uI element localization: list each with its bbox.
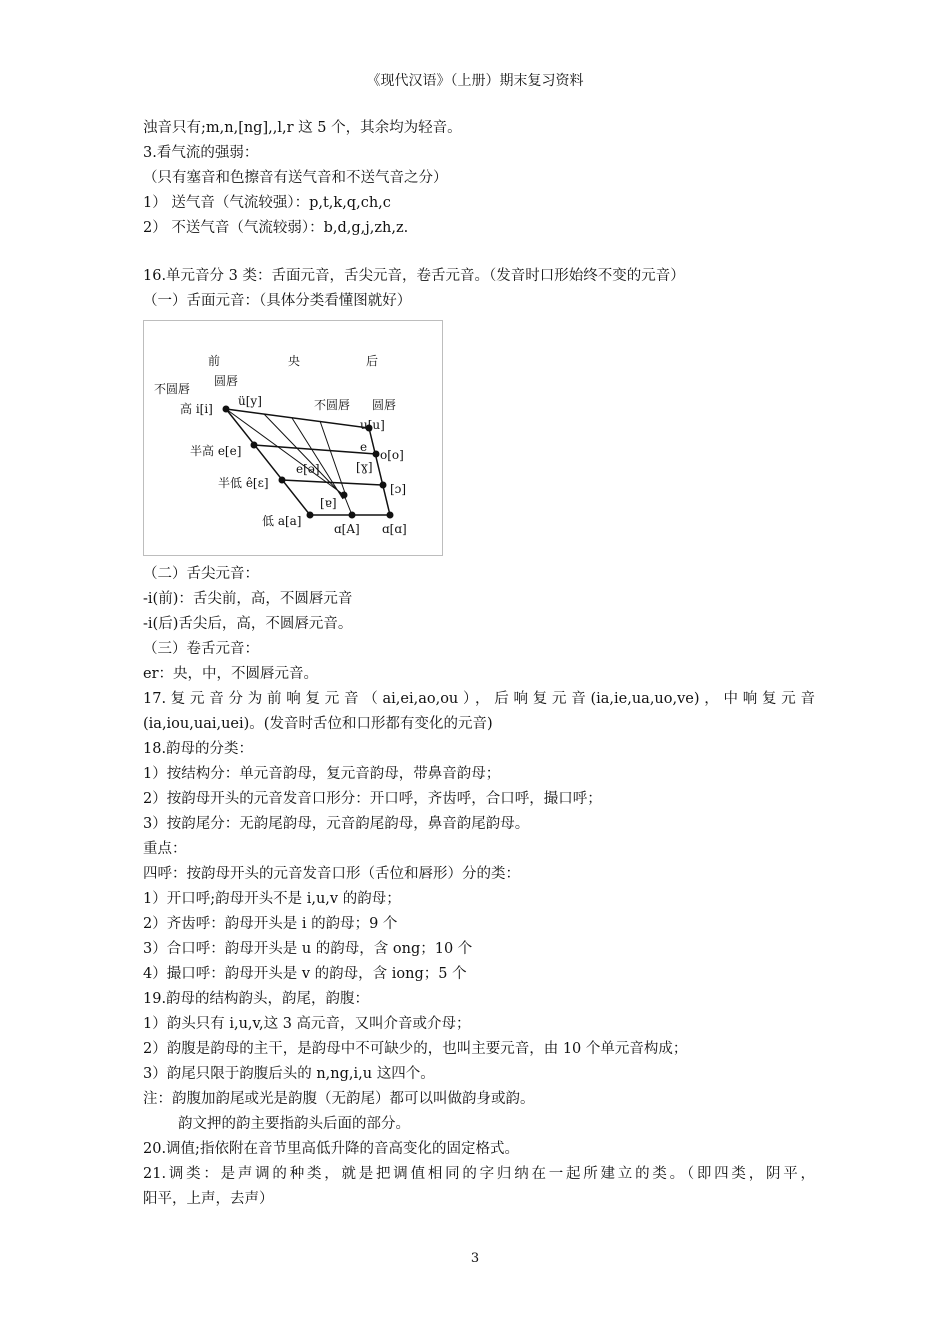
text-line: 1）按结构分：单元音韵母，复元音韵母，带鼻音韵母； xyxy=(143,766,501,782)
text-line: （二）舌尖元音： xyxy=(143,566,259,582)
blank-line xyxy=(143,241,815,264)
vowel-point-schwa xyxy=(341,492,348,499)
label-e-gamma: e xyxy=(360,440,368,454)
label-open-o: [ɔ] xyxy=(390,482,407,496)
vowel-point-ê xyxy=(279,477,286,484)
label-a-central: ɑ[A] xyxy=(334,522,360,536)
document-body xyxy=(143,116,815,1212)
text-line: 4）撮口呼：韵母开头是 v 的韵母，含 iong；5 个 xyxy=(143,966,467,982)
text-line: 3）按韵尾分：无韵尾韵母，元音韵尾韵母，鼻音韵尾韵母。 xyxy=(143,816,530,832)
text-line: 3.看气流的强弱： xyxy=(143,145,259,161)
text-line: 1）开口呼;韵母开头不是 i,u,v 的韵母； xyxy=(143,891,401,907)
text-line: 3）韵尾只限于韵腹后头的 n,ng,i,u 这四个。 xyxy=(143,1066,435,1082)
text-line: 1）韵头只有 i,u,v,这 3 高元音，又叫介音或介母； xyxy=(143,1016,471,1032)
label-gamma: [ɣ] xyxy=(356,460,373,474)
text-line: （只有塞音和色擦音有送气音和不送气音之分） xyxy=(143,170,448,186)
label-e-turned: [ɐ] xyxy=(320,496,337,510)
text-line: 21.调类：是声调的种类，就是把调值相同的字归纳在一起所建立的类。（即四类，阴平， xyxy=(143,1166,815,1182)
vowel-point-open-o xyxy=(380,482,387,489)
label-e-schwa: e[ə] xyxy=(296,462,320,476)
label-high-y: ü[y] xyxy=(238,394,262,408)
page-number: 3 xyxy=(470,1251,480,1266)
text-line: 20.调值;指依附在音节里高低升降的音高变化的固定格式。 xyxy=(143,1141,519,1157)
vowel-point-i xyxy=(223,406,230,413)
text-line: 2）齐齿呼：韵母开头是 i 的韵母；9 个 xyxy=(143,916,398,932)
label-high-u: u[u] xyxy=(360,418,385,432)
text-line: 3）合口呼：韵母开头是 u 的韵母，含 ong；10 个 xyxy=(143,941,473,957)
vowel-point-a xyxy=(307,512,314,519)
label-central: 央 xyxy=(288,354,301,368)
text-line: 注：韵腹加韵尾或光是韵腹（无韵尾）都可以叫做韵身或韵。 xyxy=(143,1091,535,1107)
text-line: 17.复元音分为前响复元音（ai,ei,ao,ou），后响复元音(ia,ie,ua,uo,ve)，中响复元音 xyxy=(143,691,815,707)
half-high-line xyxy=(254,445,376,454)
vowel-chart-figure xyxy=(143,320,443,556)
text-line: （一）舌面元音：（具体分类看懂图就好） xyxy=(143,293,412,309)
text-line: 16.单元音分 3 类：舌面元音，舌尖元音，卷舌元音。（发音时口形始终不变的元音） xyxy=(143,268,685,284)
label-rounded-back: 圆唇 xyxy=(372,398,397,412)
vowel-quadrilateral xyxy=(144,321,442,555)
label-a-back: ɑ[ɑ] xyxy=(382,522,407,536)
vowel-point-ɑ xyxy=(387,512,394,519)
text-line: 2）按韵母开头的元音发音口形分：开口呼，齐齿呼，合口呼，撮口呼； xyxy=(143,791,602,807)
label-half-high: 半高 e[e] xyxy=(190,444,242,458)
label-half-low: 半低 ê[ɛ] xyxy=(218,476,269,490)
text-line: 2） 不送气音（气流较弱）：b,d,g,j,zh,z. xyxy=(143,220,409,236)
vowel-point-e xyxy=(251,442,258,449)
text-line: 韵文押的韵主要指韵头后面的部分。 xyxy=(178,1116,410,1132)
text-line: 19.韵母的结构韵头，韵尾，韵腹： xyxy=(143,991,370,1007)
text-line: -i(前)：舌尖前，高，不圆唇元音 xyxy=(143,591,353,607)
text-line: 18.韵母的分类： xyxy=(143,741,254,757)
vowel-point-A xyxy=(349,512,356,519)
text-line: -i(后)舌尖后，高，不圆唇元音。 xyxy=(143,616,353,632)
text-line: 阳平，上声，去声） xyxy=(143,1191,274,1207)
label-unrounded-front: 不圆唇 xyxy=(154,382,191,396)
central-line xyxy=(292,418,343,499)
text-line: er：央，中，不圆唇元音。 xyxy=(143,666,319,682)
label-unrounded-back: 不圆唇 xyxy=(314,398,351,412)
text-line: 四呼：按韵母开头的元音发音口形（舌位和唇形）分的类： xyxy=(143,866,520,882)
label-o-back: o[o] xyxy=(380,448,404,462)
label-low: 低 a[a] xyxy=(262,514,302,528)
text-line: 重点： xyxy=(143,841,187,857)
label-back: 后 xyxy=(366,354,379,368)
vowel-point-o xyxy=(373,451,380,458)
text-line: 2）韵腹是韵母的主干，是韵母中不可缺少的，也叫主要元音，由 10 个单元音构成； xyxy=(143,1041,688,1057)
text-line: 1） 送气音（气流较强）：p,t,k,q,ch,c xyxy=(143,195,391,211)
text-line: 浊音只有;m,n,[ng],,l,r 这 5 个，其余均为轻音。 xyxy=(143,120,462,136)
label-rounded-front: 圆唇 xyxy=(214,374,239,388)
label-high: 高 i[i] xyxy=(180,402,213,416)
page-header: 《现代汉语》（上册）期末复习资料 xyxy=(366,73,584,89)
text-line: （三）卷舌元音： xyxy=(143,641,259,657)
label-front: 前 xyxy=(208,354,221,368)
text-line: (ia,iou,uai,uei)。(发音时舌位和口形都有变化的元音) xyxy=(143,716,493,732)
